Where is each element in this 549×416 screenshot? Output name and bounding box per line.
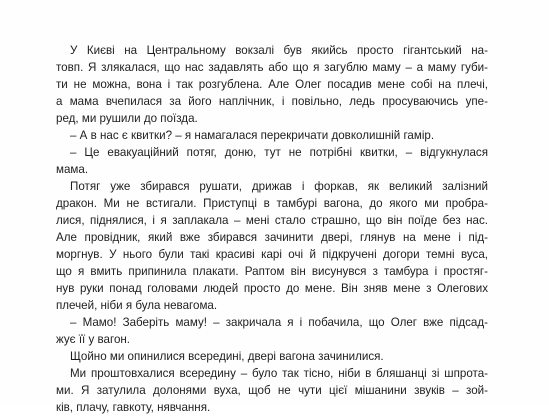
- text-section-2: [56, 178, 488, 416]
- text-line: Щойно ми опинилися всередині, двері вагона зачинилися.: [70, 350, 384, 363]
- text-line: що я вмить припинила плакати. Раптом він висунувся з тамбура і простяг-: [56, 265, 488, 278]
- text-line: плечей, ніби я була невагома.: [56, 299, 218, 312]
- dialogue-line: – Це евакуаційний потяг, доню, тут не потрібні квитки, – відгукнулася: [70, 146, 488, 159]
- text-line: ків, плачу, гавкоту, нявчання.: [56, 401, 211, 414]
- text-line: жує її у вагон.: [56, 333, 131, 346]
- text-line: мама.: [56, 163, 89, 176]
- dialogue-line: – Мамо! Заберіть маму! – закричала я і побачила, що Олег вже підсад-: [70, 316, 488, 329]
- text-line: нув руки понад головами людей просто до мене. Він зняв мене з Олегових: [56, 282, 488, 295]
- text-line: У Києві на Центральному вокзалі був якийсь просто гігантський на-: [70, 44, 488, 57]
- dialogue-line: – А в нас є квитки? – я намагалася перекричати довколишній гамір.: [70, 129, 435, 142]
- text-line: дракон. Ми не встигали. Приступці в тамбурі вагона, до якого ми пробра-: [56, 197, 488, 210]
- text-line: а мама вчепилася за його наплічник, і повільно, ледь просуваючись упе-: [56, 95, 488, 108]
- text-line: ти не можна, вона і так розгублена. Але Олег посадив мене собі на плечі,: [56, 78, 488, 91]
- text-line: моргнув. У нього були такі красиві карі очі й підкручені догори темні вуса,: [56, 248, 488, 261]
- text-section-1: [56, 42, 488, 178]
- text-line: Ми проштовхалися всередину – було так тісно, ніби в бляшанці зі шпрота-: [70, 367, 488, 380]
- text-line: товп. Я злякалася, що нас задавлять або що я загублю маму – а маму губи-: [56, 61, 488, 74]
- text-line: ред, ми рушили до поїзда.: [56, 112, 198, 125]
- text-line: Але провідник, який вже збирався зачинити двері, глянув на мене і під-: [56, 231, 488, 244]
- text-line: Потяг уже збирався рушати, дрижав і форкав, як великий залізний: [70, 180, 488, 193]
- text-line: ми. Я затулила долонями вуха, щоб не чути цієї мішанини звуків – зой-: [56, 384, 488, 397]
- text-line: лися, піднялися, і я заплакала – мені стало страшно, що він поїде без нас.: [56, 214, 488, 227]
